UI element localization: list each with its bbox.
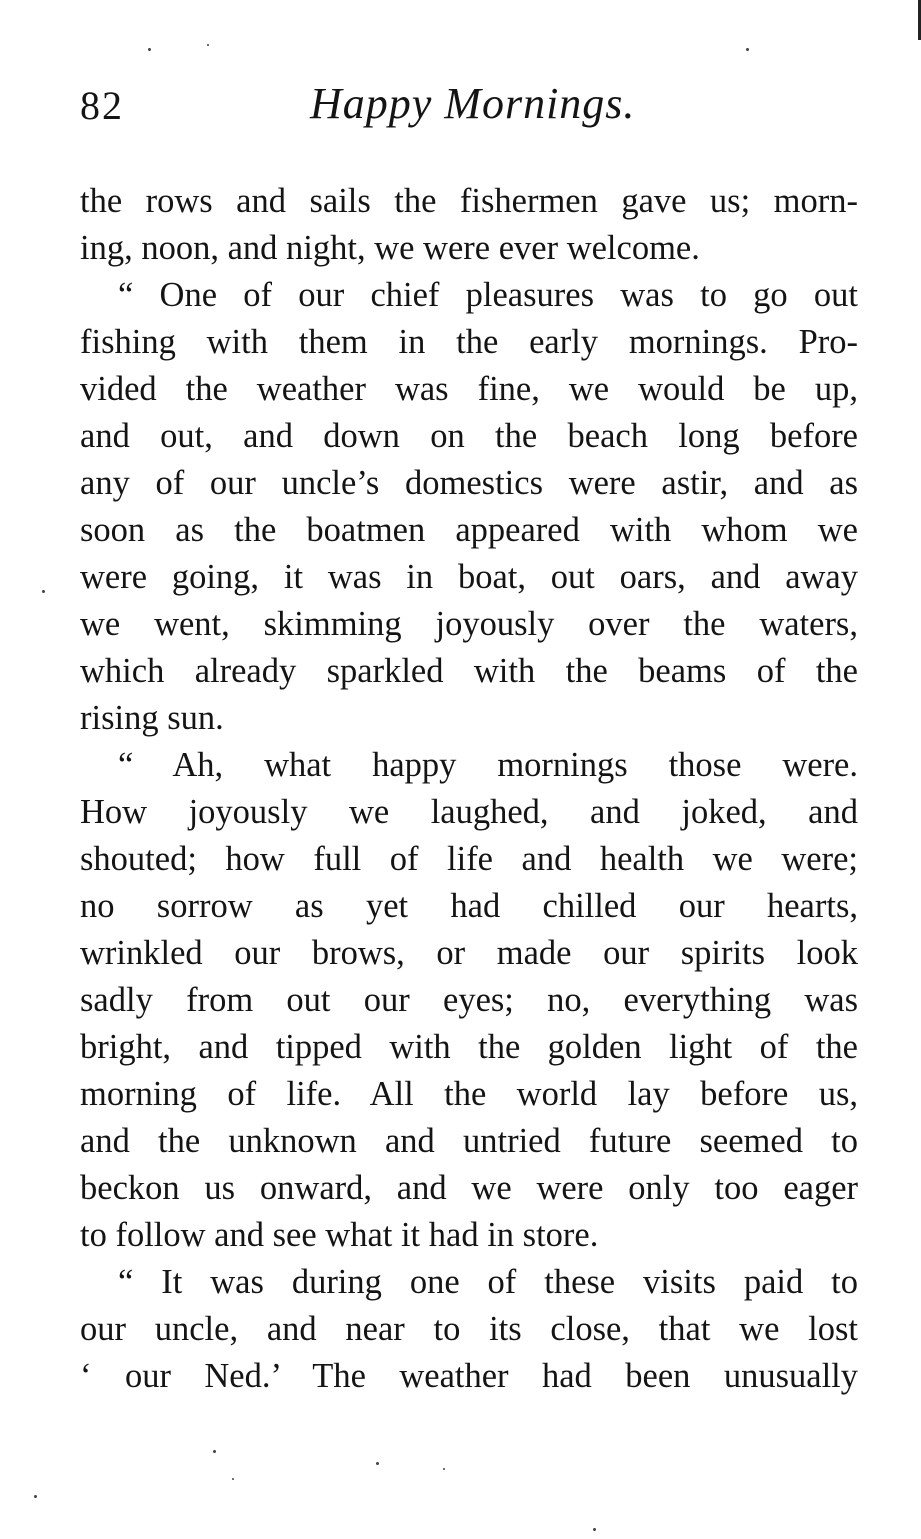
text-line: soon as the boatmen appeared with whom we [80, 511, 858, 549]
scan-speck [746, 48, 749, 51]
text-line: which already sparkled with the beams of the [80, 652, 858, 690]
text-line: bright, and tipped with the golden light of the [80, 1028, 858, 1066]
scan-speck [232, 1478, 234, 1480]
text-line: ‘ our Ned.’ The weather had been unusually [80, 1357, 858, 1395]
scan-speck [593, 1528, 596, 1531]
text-line: shouted; how full of life and health we were; [80, 840, 858, 878]
text-line: wrinkled our brows, or made our spirits look [80, 934, 858, 972]
text-line: we went, skimming joyously over the waters, [80, 605, 858, 643]
scan-speck [148, 48, 151, 51]
text-line: and out, and down on the beach long before [80, 417, 858, 455]
text-line: no sorrow as yet had chilled our hearts, [80, 887, 858, 925]
body-text [80, 178, 858, 1400]
running-title: Happy Mornings. [310, 79, 636, 128]
page-number: 82 [80, 83, 124, 128]
text-line: fishing with them in the early mornings. Pro- [80, 323, 858, 361]
text-line: to follow and see what it had in store. [80, 1216, 599, 1254]
scan-speck [34, 1495, 37, 1498]
text-line: and the unknown and untried future seemed to [80, 1122, 858, 1160]
scan-speck [213, 1450, 216, 1453]
scan-speck [42, 590, 45, 593]
text-line: sadly from out our eyes; no, everything was [80, 981, 858, 1019]
scan-speck [376, 1462, 379, 1465]
text-line: How joyously we laughed, and joked, and [80, 793, 858, 831]
text-line: ing, noon, and night, we were ever welcome. [80, 229, 700, 267]
text-line: were going, it was in boat, out oars, and away [80, 558, 858, 596]
text-line: morning of life. All the world lay before us, [80, 1075, 858, 1113]
scan-speck [207, 44, 209, 46]
text-line: any of our uncle’s domestics were astir, and as [80, 464, 858, 502]
text-line: rising sun. [80, 699, 224, 737]
page-header [80, 78, 860, 138]
scan-speck [443, 1468, 445, 1470]
text-line: “ It was during one of these visits paid to [118, 1263, 858, 1301]
text-line: “ Ah, what happy mornings those were. [118, 746, 858, 784]
text-line: vided the weather was fine, we would be up, [80, 370, 858, 408]
text-line: the rows and sails the fishermen gave us; morn- [80, 182, 858, 220]
text-line: our uncle, and near to its close, that we lost [80, 1310, 858, 1348]
text-line: “ One of our chief pleasures was to go out [118, 276, 858, 314]
text-line: beckon us onward, and we were only too eager [80, 1169, 858, 1207]
